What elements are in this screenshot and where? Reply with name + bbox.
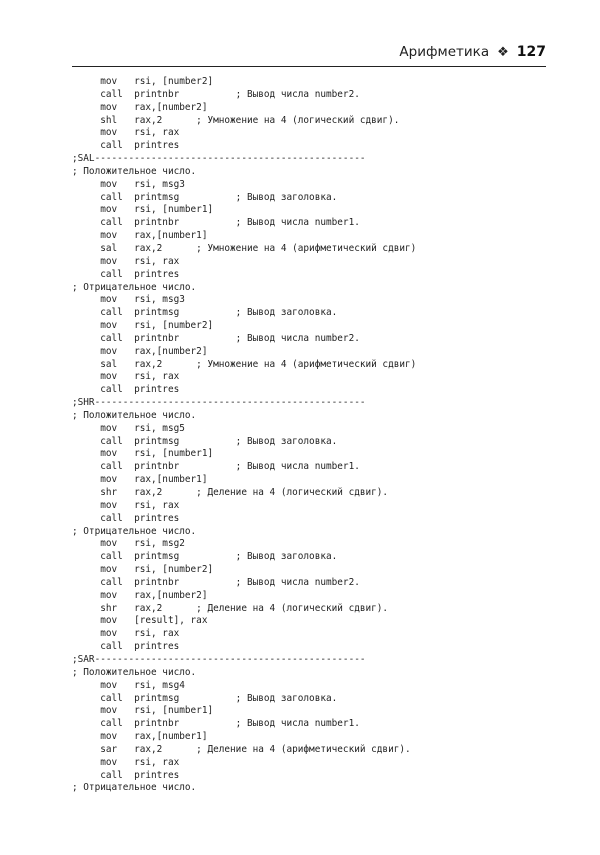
code-line: ; Отрицательное число. [72, 525, 197, 537]
code-line: mov rax,[number1] [72, 731, 208, 743]
code-line: call printres [72, 140, 180, 152]
code-line: call printres [72, 384, 180, 396]
code-line: mov rax,[number1] [72, 230, 208, 242]
code-line: call printnbr ; Вывод числа number2. [72, 332, 360, 344]
code-line: sal rax,2 ; Умножение на 4 (арифметический сдвиг) [72, 358, 417, 370]
code-line: call printmsg ; Вывод заголовка. [72, 191, 338, 203]
code-line: mov rsi, [number1] [72, 204, 214, 216]
page-number: 127 [516, 44, 546, 60]
code-line: ;SAL------------------------------------------------ [72, 153, 366, 165]
code-line: mov rax,[number2] [72, 589, 208, 601]
code-line: call printnbr ; Вывод числа number1. [72, 217, 360, 229]
code-line: call printres [72, 769, 180, 781]
code-line: shl rax,2 ; Умножение на 4 (логический сдвиг). [72, 114, 400, 126]
code-line: call printres [72, 641, 180, 653]
code-line: call printres [72, 512, 180, 524]
code-line: mov rsi, rax [72, 127, 180, 139]
code-line: mov rsi, [number2] [72, 564, 214, 576]
code-line: mov rax,[number2] [72, 101, 208, 113]
code-line: call printnbr ; Вывод числа number1. [72, 461, 360, 473]
code-line: shr rax,2 ; Деление на 4 (логический сдвиг). [72, 487, 389, 498]
code-line: ; Отрицательное число. [72, 782, 197, 794]
code-line: mov rax,[number2] [72, 345, 208, 357]
header-text-group [399, 44, 546, 60]
code-line: call printmsg ; Вывод заголовка. [72, 435, 338, 447]
code-line: mov rsi, msg3 [72, 294, 185, 306]
code-line: mov rsi, rax [72, 756, 180, 768]
code-line: ; Положительное число. [72, 165, 197, 177]
code-line: ; Отрицательное число. [72, 281, 197, 293]
code-line: call printnbr ; Вывод числа number2. [72, 88, 360, 100]
code-line: mov rsi, msg2 [72, 538, 185, 550]
running-header [72, 42, 546, 67]
code-line: mov [result], rax [72, 615, 208, 627]
code-line: mov rsi, [number1] [72, 448, 214, 460]
ornament-icon: ❖ [497, 45, 509, 60]
code-line: call printmsg ; Вывод заголовка. [72, 692, 338, 704]
code-line: mov rsi, msg3 [72, 178, 185, 190]
code-line: call printnbr ; Вывод числа number1. [72, 718, 360, 730]
code-line: mov rsi, [number2] [72, 76, 214, 87]
code-line: mov rsi, msg5 [72, 422, 185, 434]
code-line: call printres [72, 268, 180, 280]
code-line: mov rsi, rax [72, 628, 180, 640]
code-line: mov rax,[number1] [72, 474, 208, 486]
code-line: ; Положительное число. [72, 409, 197, 421]
code-line: ;SAR------------------------------------------------ [72, 653, 366, 665]
code-line: shr rax,2 ; Деление на 4 (логический сдвиг). [72, 602, 389, 614]
code-line: ;SHR------------------------------------------------ [72, 397, 366, 409]
code-line: call printmsg ; Вывод заголовка. [72, 551, 338, 563]
code-line: mov rsi, [number2] [72, 320, 214, 332]
code-line: mov rsi, [number1] [72, 705, 214, 717]
code-line: mov rsi, rax [72, 255, 180, 267]
code-line: call printnbr ; Вывод числа number2. [72, 576, 360, 588]
code-line: mov rsi, msg4 [72, 679, 185, 691]
code-line: mov rsi, rax [72, 371, 180, 383]
code-listing [72, 76, 546, 795]
chapter-title: Арифметика [399, 44, 490, 60]
code-line: sar rax,2 ; Деление на 4 (арифметический сдвиг). [72, 743, 411, 755]
code-line: sal rax,2 ; Умножение на 4 (арифметический сдвиг) [72, 242, 417, 254]
code-line: call printmsg ; Вывод заголовка. [72, 307, 338, 319]
code-line: ; Положительное число. [72, 666, 197, 678]
code-line: mov rsi, rax [72, 499, 180, 511]
